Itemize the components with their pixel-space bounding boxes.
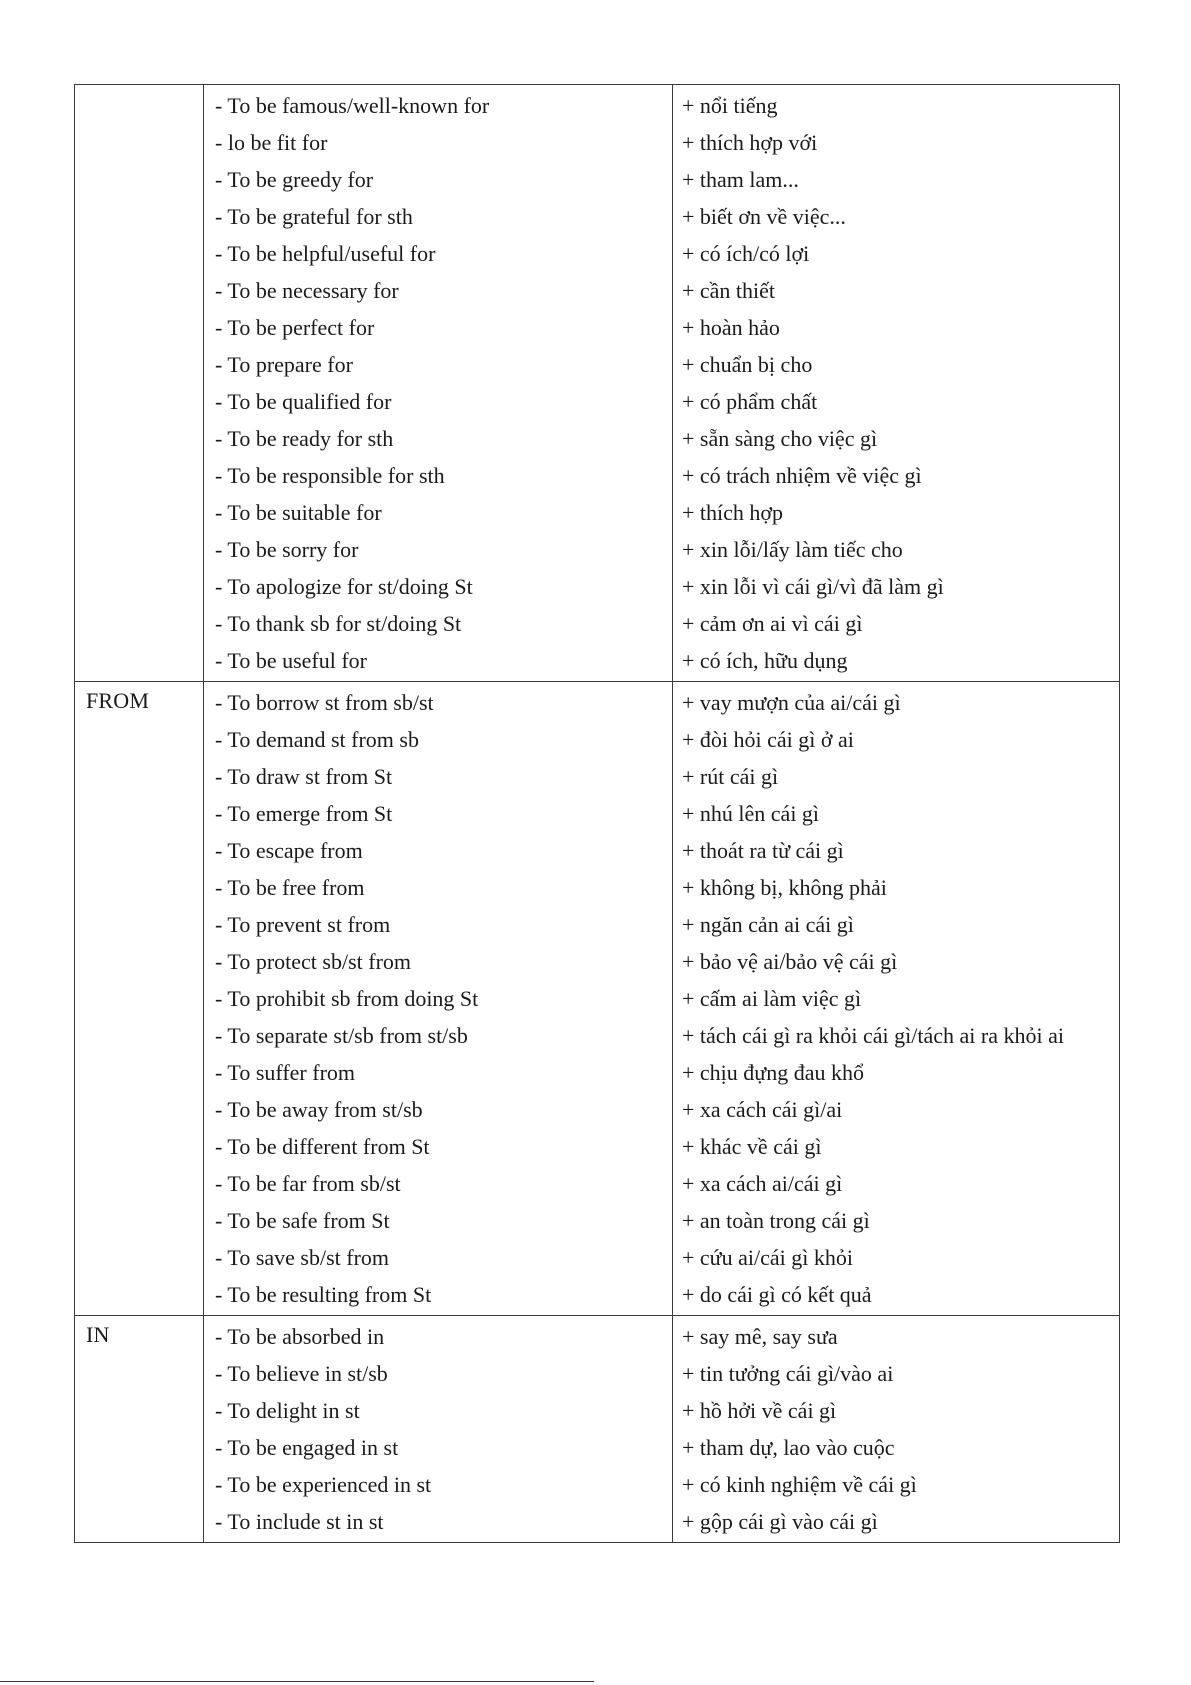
meaning-item: + tin tưởng cái gì/vào ai [682,1361,894,1386]
preposition-cell [75,682,204,1316]
meaning-item: + cảm ơn ai vì cái gì [682,611,863,636]
meaning-item: + nổi tiếng [682,93,778,118]
phrase-item: - To borrow st from sb/st [215,690,434,715]
meaning-item: + hồ hởi về cái gì [682,1398,837,1423]
meaning-item: + nhú lên cái gì [682,801,820,826]
phrase-item: - To be far from sb/st [215,1171,401,1196]
phrase-item: - To demand st from sb [215,727,419,752]
footnote-divider [0,1681,594,1682]
meaning-item: + chuẩn bị cho [682,352,813,377]
phrase-item: - lo be fit for [215,130,328,155]
phrase-item: - To be ready for sth [215,426,394,451]
phrase-item: - To apologize for st/doing St [215,574,473,599]
vocabulary-table [74,84,1120,1543]
phrase-cell [204,85,673,682]
meaning-item: + biết ơn về việc... [682,204,846,229]
phrase-item: - To be away from st/sb [215,1097,423,1122]
meaning-item: + tham lam... [682,167,799,192]
phrase-item: - To draw st from St [215,764,393,789]
meaning-item: + có phẩm chất [682,389,818,414]
phrase-item: - To be absorbed in [215,1324,385,1349]
meaning-item: + cần thiết [682,278,776,303]
phrase-item: - To prepare for [215,352,353,377]
meaning-item: + có kinh nghiệm về cái gì [682,1472,917,1497]
phrase-item: - To include st in st [215,1509,384,1534]
phrase-item: - To be free from [215,875,365,900]
meaning-cell [673,682,1120,1316]
phrase-cell [204,682,673,1316]
meaning-item: + thoát ra từ cái gì [682,838,844,863]
meaning-item: + có ích/có lợi [682,241,810,266]
meaning-item: + bảo vệ ai/bảo vệ cái gì [682,949,898,974]
meaning-item: + an toàn trong cái gì [682,1208,870,1233]
meaning-item: + xin lỗi vì cái gì/vì đã làm gì [682,574,944,599]
phrase-item: - To be safe from St [215,1208,390,1233]
phrase-item: - To believe in st/sb [215,1361,388,1386]
meaning-cell [673,1316,1120,1543]
meaning-item: + khác về cái gì [682,1134,822,1159]
meaning-cell [673,85,1120,682]
meaning-item: + chịu đựng đau khổ [682,1060,864,1085]
phrase-item: - To be resulting from St [215,1282,432,1307]
meaning-item: + thích hợp [682,500,784,525]
phrase-item: - To delight in st [215,1398,360,1423]
meaning-item: + sẵn sàng cho việc gì [682,426,878,451]
meaning-item: + thích hợp với [682,130,818,155]
meaning-item: + xa cách ai/cái gì [682,1171,843,1196]
phrase-item: - To be responsible for sth [215,463,445,488]
meaning-item: + xin lỗi/lấy làm tiếc cho [682,537,903,562]
phrase-item: - To emerge from St [215,801,393,826]
phrase-item: - To be perfect for [215,315,375,340]
phrase-item: - To be useful for [215,648,368,673]
phrase-item: - To be sorry for [215,537,359,562]
meaning-item: + tham dự, lao vào cuộc [682,1435,895,1460]
section-row [75,682,1120,1316]
preposition-label: IN [86,1322,110,1347]
preposition-cell [75,85,204,682]
meaning-item: + tách cái gì ra khỏi cái gì/tách ai ra khỏi ai [682,1023,1064,1048]
phrase-item: - To suffer from [215,1060,356,1085]
table-body [75,85,1120,1543]
meaning-item: + rút cái gì [682,764,779,789]
phrase-item: - To prevent st from [215,912,391,937]
phrase-cell [204,1316,673,1543]
phrase-item: - To be grateful for sth [215,204,413,229]
phrase-item: - To prohibit sb from doing St [215,986,479,1011]
phrase-item: - To be suitable for [215,500,382,525]
meaning-item: + vay mượn của ai/cái gì [682,690,901,715]
preposition-label [75,85,203,91]
meaning-item: + hoàn hảo [682,315,780,340]
section-row [75,1316,1120,1543]
section-row [75,85,1120,682]
phrase-item: - To be different from St [215,1134,430,1159]
meaning-item: + không bị, không phải [682,875,887,900]
preposition-cell [75,1316,204,1543]
meaning-item: + có ích, hữu dụng [682,648,848,673]
phrase-item: - To save sb/st from [215,1245,390,1270]
phrase-item: - To thank sb for st/doing St [215,611,462,636]
phrase-item: - To be engaged in st [215,1435,399,1460]
phrase-item: - To be necessary for [215,278,399,303]
meaning-item: + có trách nhiệm về việc gì [682,463,922,488]
meaning-item: + xa cách cái gì/ai [682,1097,843,1122]
phrase-item: - To separate st/sb from st/sb [215,1023,468,1048]
phrase-item: - To be experienced in st [215,1472,432,1497]
phrase-item: - To be helpful/useful for [215,241,436,266]
meaning-item: + say mê, say sưa [682,1324,838,1349]
meaning-item: + gộp cái gì vào cái gì [682,1509,878,1534]
phrase-item: - To protect sb/st from [215,949,412,974]
preposition-label: FROM [86,688,150,713]
meaning-item: + ngăn cản ai cái gì [682,912,854,937]
meaning-item: + cấm ai làm việc gì [682,986,862,1011]
phrase-item: - To escape from [215,838,363,863]
phrase-item: - To be greedy for [215,167,374,192]
meaning-item: + cứu ai/cái gì khỏi [682,1245,853,1270]
phrase-item: - To be famous/well-known for [215,93,490,118]
meaning-item: + đòi hỏi cái gì ở ai [682,727,854,752]
phrase-item: - To be qualified for [215,389,392,414]
meaning-item: + do cái gì có kết quả [682,1282,872,1307]
